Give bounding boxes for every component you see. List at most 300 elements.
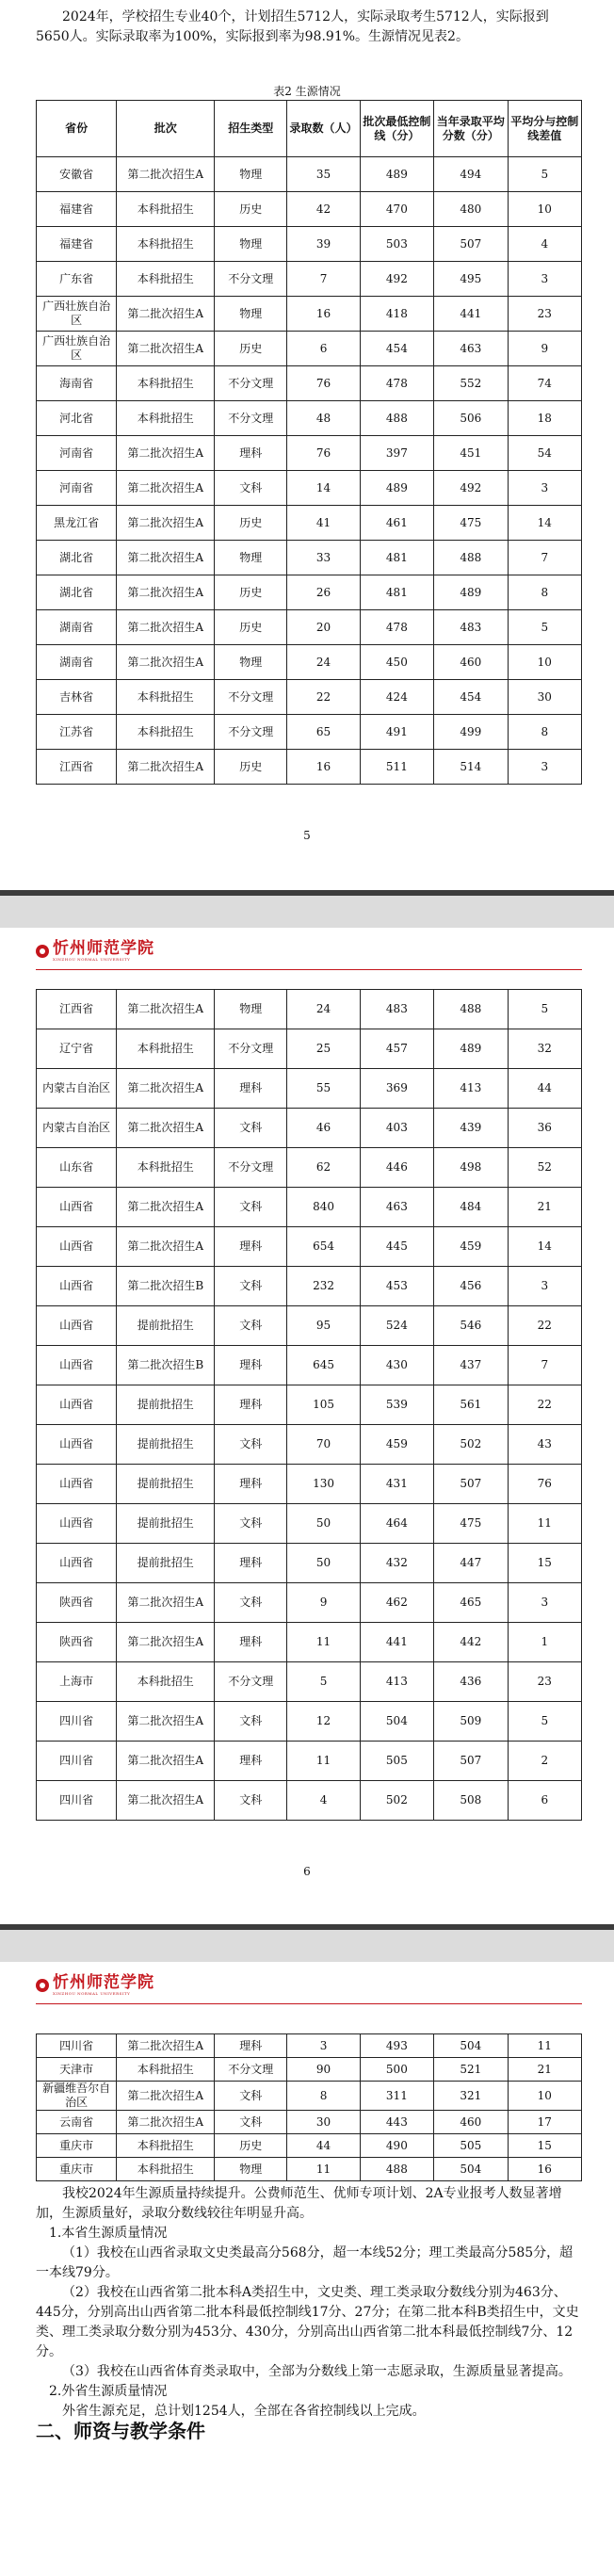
table-cell: 10 (508, 2082, 581, 2111)
table-cell: 489 (360, 471, 433, 506)
table-cell: 489 (434, 575, 508, 610)
table-cell: 本科批招生 (117, 680, 215, 715)
table-cell: 本科批招生 (117, 192, 215, 227)
table-cell: 理科 (215, 2034, 287, 2058)
table-row (37, 1702, 582, 1742)
table-cell: 安徽省 (37, 157, 117, 192)
table-cell: 456 (434, 1267, 508, 1306)
table-cell: 505 (360, 1742, 433, 1781)
table-row (37, 1385, 582, 1425)
logo-name: 忻州师范学院 (53, 939, 154, 958)
table-cell: 物理 (215, 2158, 287, 2181)
table-cell: 提前批招生 (117, 1544, 215, 1583)
table-cell: 11 (508, 1504, 581, 1544)
table-cell: 山西省 (37, 1267, 117, 1306)
table-cell: 第二批次招生A (117, 750, 215, 785)
table-cell: 山西省 (37, 1504, 117, 1544)
table-cell: 439 (434, 1109, 508, 1148)
table-row (37, 680, 582, 715)
table-cell: 文科 (215, 1583, 287, 1623)
table-cell: 502 (434, 1425, 508, 1465)
table-cell: 第二批次招生A (117, 1742, 215, 1781)
table-row (37, 645, 582, 680)
table-row (37, 332, 582, 366)
table-cell: 陕西省 (37, 1583, 117, 1623)
table-cell: 广西壮族自治区 (37, 297, 117, 332)
table-cell: 488 (360, 2158, 433, 2181)
table-cell: 546 (434, 1306, 508, 1346)
table-cell: 7 (508, 541, 581, 575)
table-cell: 65 (287, 715, 360, 750)
table-row (37, 1781, 582, 1821)
table-cell: 431 (360, 1465, 433, 1504)
column-header: 批次最低控制线（分） (360, 101, 433, 157)
table-cell: 文科 (215, 1188, 287, 1227)
table-cell: 35 (287, 157, 360, 192)
document-page-1 (0, 0, 614, 890)
table-cell: 232 (287, 1267, 360, 1306)
table-cell: 24 (287, 645, 360, 680)
table-cell: 430 (360, 1346, 433, 1385)
table-cell: 483 (434, 610, 508, 645)
table-cell: 四川省 (37, 1742, 117, 1781)
table-cell: 江西省 (37, 990, 117, 1029)
table-cell: 413 (360, 1662, 433, 1702)
table-row (37, 2158, 582, 2181)
table-cell: 436 (434, 1662, 508, 1702)
table-cell: 7 (287, 262, 360, 297)
table-cell: 32 (508, 1029, 581, 1069)
table-cell: 442 (434, 1623, 508, 1662)
table-cell: 42 (287, 192, 360, 227)
table-cell: 不分文理 (215, 715, 287, 750)
intro-paragraph: 2024年，学校招生专业40个，计划招生5712人，实际录取考生5712人，实际报到5650人。实际录取率为100%，实际报到率为98.91%。生源情况见表2。 (36, 9, 549, 44)
table-cell: 424 (360, 680, 433, 715)
table-cell: 海南省 (37, 366, 117, 401)
summary-paragraph: （3）我校在山西省体育类录取中，全部为分数线上第一志愿录取，生源质量显著提高。 (62, 2364, 572, 2379)
table-cell: 10 (508, 645, 581, 680)
summary-paragraph: （2）我校在山西省第二批本科A类招生中，文史类、理工类录取分数线分别为463分、445分，分别高出山西省第二批本科最低控制线17分、27分；在第二批本科B类招生中，文史类、理工类录取分数分别为453分、430分，分别高出山西省第二批本科最低控制线7分、12分。 (36, 2285, 579, 2359)
table-cell: 453 (360, 1267, 433, 1306)
table-cell: 四川省 (37, 1781, 117, 1821)
table-cell: 508 (434, 1781, 508, 1821)
table-cell: 490 (360, 2134, 433, 2158)
table-cell: 不分文理 (215, 2058, 287, 2082)
table-cell: 山西省 (37, 1385, 117, 1425)
table-row (37, 2034, 582, 2058)
table-cell: 历史 (215, 610, 287, 645)
table-cell: 不分文理 (215, 262, 287, 297)
table-cell: 475 (434, 1504, 508, 1544)
table-row (37, 541, 582, 575)
table-cell: 492 (360, 262, 433, 297)
school-emblem-icon (36, 1979, 49, 1992)
table-cell: 446 (360, 1148, 433, 1188)
table-cell: 493 (360, 2034, 433, 2058)
table-cell: 465 (434, 1583, 508, 1623)
table-cell: 418 (360, 297, 433, 332)
table-cell: 840 (287, 1188, 360, 1227)
table-cell: 451 (434, 436, 508, 471)
summary-section (36, 2184, 582, 2441)
table-cell: 4 (508, 227, 581, 262)
table-cell: 天津市 (37, 2058, 117, 2082)
table-cell: 514 (434, 750, 508, 785)
table-cell: 397 (360, 436, 433, 471)
column-header: 当年录取平均分数（分） (434, 101, 508, 157)
table-cell: 山西省 (37, 1425, 117, 1465)
table-cell: 11 (287, 2158, 360, 2181)
table-cell: 第二批次招生A (117, 2111, 215, 2134)
table-cell: 488 (434, 990, 508, 1029)
table-cell: 369 (360, 1069, 433, 1109)
table-cell: 文科 (215, 1504, 287, 1544)
table-cell: 462 (360, 1583, 433, 1623)
table-cell: 3 (287, 2034, 360, 2058)
table-cell: 507 (434, 227, 508, 262)
table-cell: 理科 (215, 1346, 287, 1385)
table-cell: 105 (287, 1385, 360, 1425)
table-cell: 454 (360, 332, 433, 366)
table-caption: 表2 生源情况 (273, 85, 341, 98)
table-cell: 489 (360, 157, 433, 192)
table-row (37, 750, 582, 785)
column-header: 省份 (37, 101, 117, 157)
table-cell: 484 (434, 1188, 508, 1227)
enrollment-table-part-3 (36, 2033, 582, 2181)
table-cell: 14 (287, 471, 360, 506)
table-cell: 第二批次招生A (117, 2082, 215, 2111)
table-cell: 33 (287, 541, 360, 575)
table-row (37, 262, 582, 297)
table-cell: 44 (508, 1069, 581, 1109)
table-cell: 21 (508, 2058, 581, 2082)
school-logo (36, 1975, 154, 1996)
table-cell: 524 (360, 1306, 433, 1346)
table-cell: 498 (434, 1148, 508, 1188)
table-row (37, 575, 582, 610)
table-row (37, 1227, 582, 1267)
column-header: 录取数（人） (287, 101, 360, 157)
table-cell: 理科 (215, 1385, 287, 1425)
table-cell: 447 (434, 1544, 508, 1583)
table-cell: 本科批招生 (117, 2158, 215, 2181)
table-cell: 552 (434, 366, 508, 401)
table-cell: 459 (434, 1227, 508, 1267)
table-cell: 481 (360, 541, 433, 575)
table-row (37, 401, 582, 436)
table-cell: 第二批次招生B (117, 1346, 215, 1385)
table-cell: 52 (508, 1148, 581, 1188)
table-cell: 55 (287, 1069, 360, 1109)
table-cell: 第二批次招生A (117, 157, 215, 192)
school-emblem-icon (36, 945, 49, 958)
table-cell: 第二批次招生B (117, 1267, 215, 1306)
table-cell: 提前批招生 (117, 1425, 215, 1465)
table-cell: 432 (360, 1544, 433, 1583)
table-row (37, 1029, 582, 1069)
table-cell: 物理 (215, 227, 287, 262)
enrollment-table-part-1 (36, 100, 582, 785)
table-cell: 辽宁省 (37, 1029, 117, 1069)
document-page-3 (0, 1962, 614, 2576)
table-cell: 3 (508, 1267, 581, 1306)
table-cell: 437 (434, 1346, 508, 1385)
table-row (37, 990, 582, 1029)
table-cell: 湖南省 (37, 610, 117, 645)
table-cell: 重庆市 (37, 2158, 117, 2181)
school-logo (36, 941, 154, 962)
table-cell: 山西省 (37, 1544, 117, 1583)
table-cell: 76 (508, 1465, 581, 1504)
table-cell: 3 (508, 1583, 581, 1623)
table-row (37, 610, 582, 645)
table-cell: 理科 (215, 1465, 287, 1504)
summary-paragraph: （1）我校在山西省录取文史类最高分568分，超一本线52分；理工类最高分585分，超一本线79分。 (36, 2245, 574, 2280)
table-cell: 23 (508, 1662, 581, 1702)
table-row (37, 157, 582, 192)
table-cell: 90 (287, 2058, 360, 2082)
table-cell: 本科批招生 (117, 2058, 215, 2082)
table-cell: 四川省 (37, 1702, 117, 1742)
table-cell: 第二批次招生A (117, 471, 215, 506)
table-row (37, 366, 582, 401)
table-cell: 文科 (215, 1109, 287, 1148)
table-cell: 460 (434, 2111, 508, 2134)
table-cell: 457 (360, 1029, 433, 1069)
table-cell: 70 (287, 1425, 360, 1465)
page-gap (0, 890, 614, 928)
table-cell: 山西省 (37, 1188, 117, 1227)
table-cell: 历史 (215, 506, 287, 541)
table-cell: 443 (360, 2111, 433, 2134)
table-cell: 本科批招生 (117, 1662, 215, 1702)
table-cell: 5 (508, 157, 581, 192)
table-cell: 470 (360, 192, 433, 227)
table-cell: 483 (360, 990, 433, 1029)
table-cell: 历史 (215, 332, 287, 366)
table-cell: 1 (508, 1623, 581, 1662)
table-cell: 历史 (215, 2134, 287, 2158)
table-cell: 第二批次招生A (117, 436, 215, 471)
table-cell: 山西省 (37, 1306, 117, 1346)
table-row (37, 1623, 582, 1662)
table-row (37, 1346, 582, 1385)
table-cell: 3 (508, 262, 581, 297)
table-cell: 11 (287, 1623, 360, 1662)
page-number: 6 (303, 1865, 311, 1878)
table-cell: 物理 (215, 990, 287, 1029)
table-cell: 30 (287, 2111, 360, 2134)
table-cell: 16 (287, 750, 360, 785)
table-cell: 本科批招生 (117, 2134, 215, 2158)
table-cell: 5 (508, 1702, 581, 1742)
table-cell: 539 (360, 1385, 433, 1425)
table-cell: 504 (360, 1702, 433, 1742)
table-cell: 6 (287, 332, 360, 366)
header-rule (36, 969, 582, 970)
table-cell: 43 (508, 1425, 581, 1465)
table-cell: 第二批次招生A (117, 1109, 215, 1148)
table-row (37, 1662, 582, 1702)
table-cell: 3 (508, 471, 581, 506)
table-cell: 23 (508, 297, 581, 332)
table-cell: 494 (434, 157, 508, 192)
table-cell: 41 (287, 506, 360, 541)
table-cell: 黑龙江省 (37, 506, 117, 541)
table-cell: 第二批次招生A (117, 2034, 215, 2058)
table-cell: 广东省 (37, 262, 117, 297)
table-cell: 第二批次招生A (117, 297, 215, 332)
table-cell: 第二批次招生A (117, 1702, 215, 1742)
table-cell: 491 (360, 715, 433, 750)
table-cell: 本科批招生 (117, 1029, 215, 1069)
table-cell: 不分文理 (215, 366, 287, 401)
table-cell: 495 (434, 262, 508, 297)
table-row (37, 506, 582, 541)
table-cell: 130 (287, 1465, 360, 1504)
table-cell: 481 (360, 575, 433, 610)
table-cell: 489 (434, 1029, 508, 1069)
column-header: 招生类型 (215, 101, 287, 157)
table-cell: 8 (508, 575, 581, 610)
table-cell: 物理 (215, 541, 287, 575)
table-cell: 第二批次招生A (117, 1227, 215, 1267)
table-cell: 不分文理 (215, 1148, 287, 1188)
table-cell: 5 (508, 990, 581, 1029)
table-cell: 48 (287, 401, 360, 436)
table-cell: 理科 (215, 1069, 287, 1109)
table-cell: 39 (287, 227, 360, 262)
table-cell: 历史 (215, 192, 287, 227)
table-cell: 云南省 (37, 2111, 117, 2134)
table-cell: 物理 (215, 645, 287, 680)
enrollment-table-part-2 (36, 989, 582, 1821)
header-rule (36, 2003, 582, 2004)
table-cell: 460 (434, 645, 508, 680)
table-cell: 441 (434, 297, 508, 332)
table-cell: 第二批次招生A (117, 1781, 215, 1821)
table-cell: 湖南省 (37, 645, 117, 680)
table-cell: 提前批招生 (117, 1385, 215, 1425)
chapter-heading: 二、师资与教学条件 (36, 2420, 205, 2442)
table-cell: 文科 (215, 1267, 287, 1306)
table-cell: 山东省 (37, 1148, 117, 1188)
table-cell: 福建省 (37, 227, 117, 262)
table-cell: 36 (508, 1109, 581, 1148)
table-cell: 44 (287, 2134, 360, 2158)
table-cell: 311 (360, 2082, 433, 2111)
table-cell: 506 (434, 401, 508, 436)
table-row (37, 192, 582, 227)
table-cell: 50 (287, 1544, 360, 1583)
table-cell: 24 (287, 990, 360, 1029)
table-cell: 本科批招生 (117, 366, 215, 401)
table-row (37, 1109, 582, 1148)
table-cell: 历史 (215, 750, 287, 785)
table-cell: 第二批次招生A (117, 575, 215, 610)
table-cell: 文科 (215, 1425, 287, 1465)
table-cell: 第二批次招生A (117, 990, 215, 1029)
table-cell: 561 (434, 1385, 508, 1425)
table-cell: 22 (287, 680, 360, 715)
table-cell: 507 (434, 1465, 508, 1504)
table-row (37, 1504, 582, 1544)
table-cell: 480 (434, 192, 508, 227)
table-cell: 503 (360, 227, 433, 262)
table-row (37, 436, 582, 471)
table-cell: 54 (508, 436, 581, 471)
table-cell: 645 (287, 1346, 360, 1385)
table-cell: 454 (434, 680, 508, 715)
table-cell: 504 (434, 2034, 508, 2058)
table-cell: 新疆维吾尔自治区 (37, 2082, 117, 2111)
table-cell: 654 (287, 1227, 360, 1267)
table-cell: 413 (434, 1069, 508, 1109)
table-cell: 17 (508, 2111, 581, 2134)
table-cell: 物理 (215, 157, 287, 192)
section-heading: 2.外省生源质量情况 (49, 2384, 168, 2399)
table-cell: 文科 (215, 471, 287, 506)
table-cell: 15 (508, 2134, 581, 2158)
table-row (37, 297, 582, 332)
table-cell: 62 (287, 1148, 360, 1188)
table-cell: 江苏省 (37, 715, 117, 750)
table-cell: 第二批次招生A (117, 610, 215, 645)
table-cell: 吉林省 (37, 680, 117, 715)
table-row (37, 1465, 582, 1504)
table-cell: 内蒙古自治区 (37, 1069, 117, 1109)
table-cell: 第二批次招生A (117, 1623, 215, 1662)
table-cell: 湖北省 (37, 541, 117, 575)
table-cell: 450 (360, 645, 433, 680)
table-cell: 不分文理 (215, 1029, 287, 1069)
table-cell: 21 (508, 1188, 581, 1227)
table-cell: 46 (287, 1109, 360, 1148)
table-cell: 文科 (215, 2111, 287, 2134)
table-cell: 河南省 (37, 436, 117, 471)
table-cell: 湖北省 (37, 575, 117, 610)
table-cell: 76 (287, 366, 360, 401)
table-cell: 511 (360, 750, 433, 785)
table-row (37, 1583, 582, 1623)
document-page-2 (0, 928, 614, 1924)
table-cell: 陕西省 (37, 1623, 117, 1662)
table-row (37, 1188, 582, 1227)
page-gap (0, 1924, 614, 1962)
table-cell: 25 (287, 1029, 360, 1069)
table-cell: 461 (360, 506, 433, 541)
table-cell: 不分文理 (215, 1662, 287, 1702)
table-cell: 广西壮族自治区 (37, 332, 117, 366)
table-cell: 20 (287, 610, 360, 645)
table-cell: 12 (287, 1702, 360, 1742)
table-cell: 理科 (215, 436, 287, 471)
table-cell: 福建省 (37, 192, 117, 227)
table-cell: 50 (287, 1504, 360, 1544)
table-row (37, 1544, 582, 1583)
table-cell: 本科批招生 (117, 1148, 215, 1188)
table-cell: 22 (508, 1385, 581, 1425)
table-cell: 第二批次招生A (117, 645, 215, 680)
table-cell: 30 (508, 680, 581, 715)
table-row (37, 2058, 582, 2082)
table-cell: 492 (434, 471, 508, 506)
table-cell: 488 (360, 401, 433, 436)
table-cell: 本科批招生 (117, 262, 215, 297)
table-cell: 提前批招生 (117, 1306, 215, 1346)
table-cell: 不分文理 (215, 680, 287, 715)
